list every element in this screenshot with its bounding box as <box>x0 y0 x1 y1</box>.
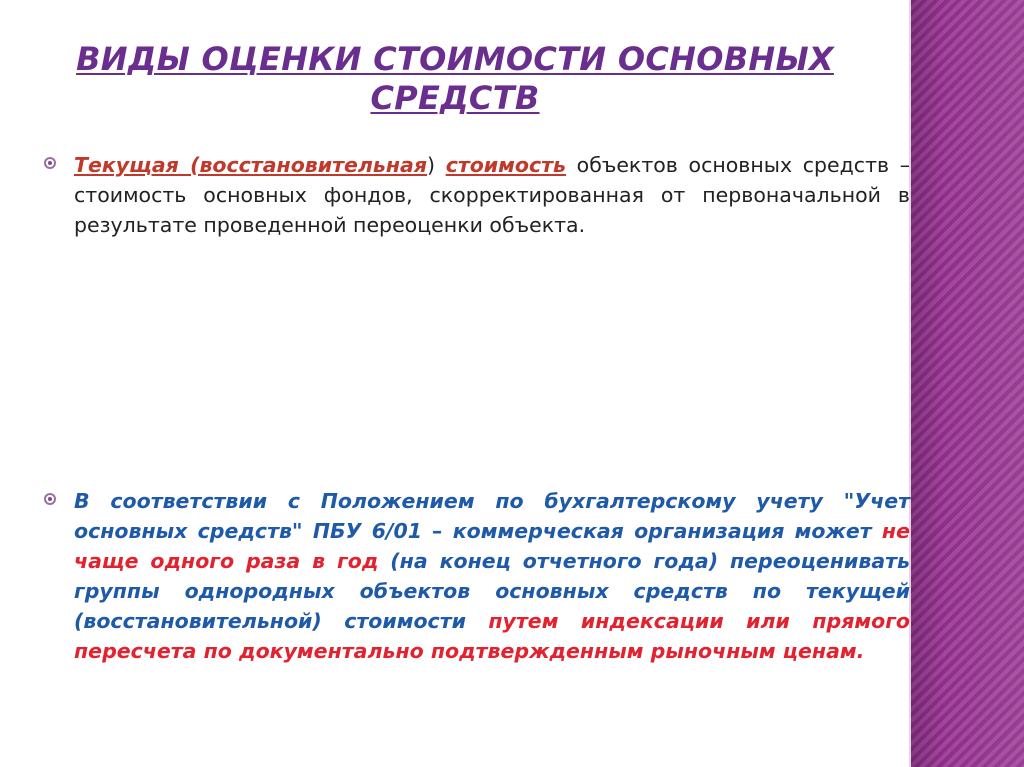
bullet-text-1 <box>74 150 910 240</box>
side-band-shading <box>911 0 1024 767</box>
frequency-highlight: не чаще одного раза в год <box>74 519 910 573</box>
term-current-restorative: Текущая (восстановительная <box>74 153 428 177</box>
bullet-text-2 <box>74 486 910 666</box>
bullet-circle-icon <box>44 493 56 505</box>
bullet-item-current-cost <box>44 150 910 240</box>
title-line-2: СРЕДСТВ <box>370 79 540 117</box>
bullet-item-pbu-regulation <box>44 486 910 666</box>
slide-title <box>70 40 840 118</box>
regulation-text-part-2: (на конец отчетного года) переоценивать группы однородных объектов основных средств по текущей (восстановительной) стоимости <box>74 549 910 633</box>
method-highlight: путем индексации или прямого пересчета по документально подтвержденным рыночным ценам. <box>74 609 910 663</box>
closing-paren: ) <box>427 153 436 177</box>
term-cost: стоимость <box>445 153 567 177</box>
bullet-circle-icon <box>44 157 56 169</box>
regulation-text-part-1: В соответствии с Положением по бухгалтерскому учету "Учет основных средств" ПБУ 6/01 – коммерческая организация может <box>74 489 910 543</box>
title-line-1: ВИДЫ ОЦЕНКИ СТОИМОСТИ ОСНОВНЫХ <box>76 40 834 78</box>
definition-text: объектов основных средств –стоимость основных фондов, скорректированная от первоначальной в результате проведенной переоценки объекта. <box>74 153 910 237</box>
